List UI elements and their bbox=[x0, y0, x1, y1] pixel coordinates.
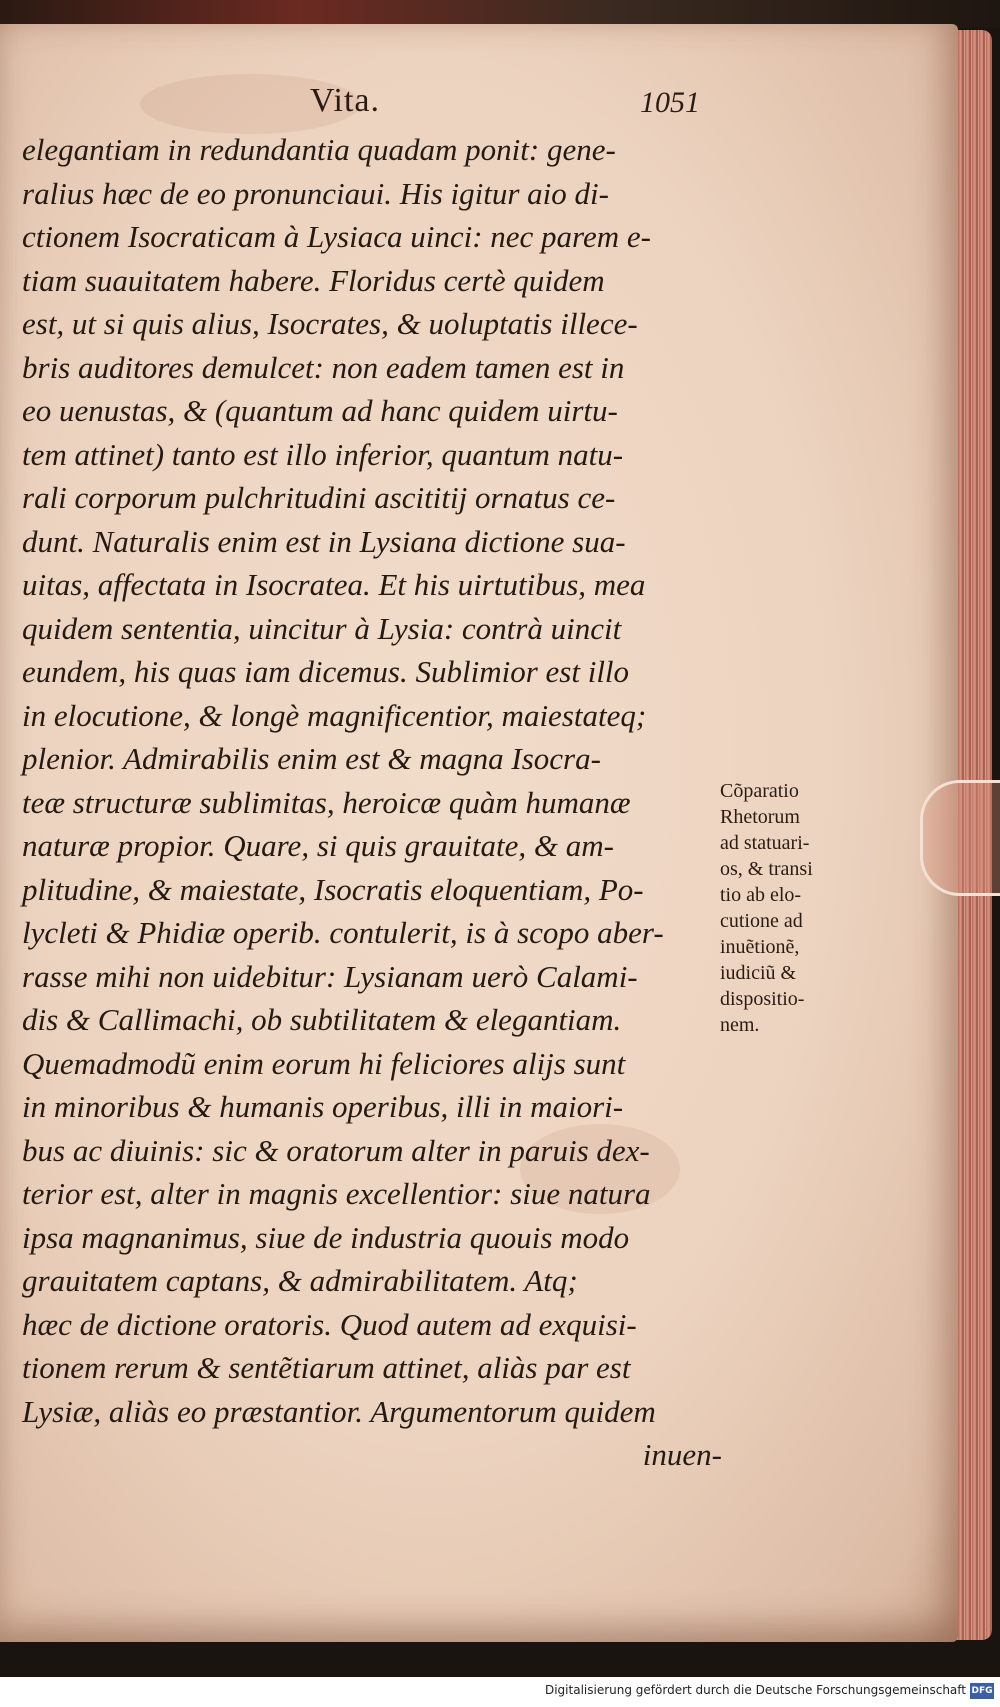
text-line: naturæ propior. Quare, si quis grauitate, & am- bbox=[22, 828, 614, 863]
text-line: in minoribus & humanis operibus, illi in maiori- bbox=[22, 1089, 624, 1124]
margin-note-line: iudiciũ & bbox=[720, 962, 797, 984]
text-line: dis & Callimachi, ob subtilitatem & elegantiam. bbox=[22, 1002, 622, 1037]
text-line: terior est, alter in magnis excellentior: siue natura bbox=[22, 1176, 651, 1211]
text-line: eo uenustas, & (quantum ad hanc quidem uirtu- bbox=[22, 393, 618, 428]
margin-note-line: os, & transi bbox=[720, 858, 813, 880]
margin-note-line: inuẽtionẽ, bbox=[720, 936, 800, 958]
text-line: tionem rerum & sentẽtiarum attinet, aliàs par est bbox=[22, 1350, 631, 1385]
text-line: dunt. Naturalis enim est in Lysiana dictione sua- bbox=[22, 523, 626, 559]
text-line: uitas, affectata in Isocratea. Et his uirtutibus, mea bbox=[22, 567, 646, 602]
text-line: Quemadmodũ enim eorum hi feliciores alijs sunt bbox=[22, 1045, 626, 1081]
text-line: est, ut si quis alius, Isocrates, & uoluptatis illece- bbox=[22, 306, 638, 341]
text-line: elegantiam in redundantia quadam ponit: gene- bbox=[22, 132, 616, 167]
catchword: inuen- bbox=[642, 1437, 722, 1472]
page-number: 1051 bbox=[640, 86, 700, 119]
text-line: tem attinet) tanto est illo inferior, quantum natu- bbox=[22, 436, 624, 472]
margin-note-line: Rhetorum bbox=[720, 806, 800, 828]
running-head: Vita. bbox=[310, 82, 380, 119]
text-line: Lysiæ, aliàs eo præstantior. Argumentorum quidem bbox=[22, 1393, 656, 1429]
bookmark-tab bbox=[920, 780, 1000, 896]
text-line: teæ structuræ sublimitas, heroicæ quàm humanæ bbox=[22, 784, 631, 820]
margin-note-line: nem. bbox=[720, 1014, 760, 1036]
text-line: bus ac diuinis: sic & oratorum alter in paruis dex- bbox=[22, 1132, 650, 1168]
text-line: plenior. Admirabilis enim est & magna Isocra- bbox=[22, 741, 601, 776]
margin-note-line: tio ab elo- bbox=[720, 884, 802, 906]
dfg-logo-icon: DFG bbox=[970, 1683, 994, 1699]
text-line: rali corporum pulchritudini ascititij ornatus ce- bbox=[22, 480, 616, 515]
text-line: plitudine, & maiestate, Isocratis eloquentiam, Po- bbox=[22, 871, 644, 907]
margin-note-line: ad statuari- bbox=[720, 832, 810, 854]
text-line: lycleti & Phidiæ operib. contulerit, is à scopo aber- bbox=[22, 915, 664, 950]
text-line: ctionem Isocraticam à Lysiaca uinci: nec parem e- bbox=[22, 219, 651, 254]
margin-note-line: Cõparatio bbox=[720, 780, 799, 802]
margin-note bbox=[720, 778, 870, 1038]
text-line: rasse mihi non uidebitur: Lysianam uerò Calami- bbox=[22, 958, 638, 994]
text-line: hæc de dictione oratoris. Quod autem ad exquisi- bbox=[22, 1306, 637, 1342]
text-line: tiam suauitatem habere. Floridus certè quidem bbox=[22, 262, 605, 298]
text-line: in elocutione, & longè magnificentior, maiestateq; bbox=[22, 697, 647, 733]
text-line: ipsa magnanimus, siue de industria quouis modo bbox=[22, 1219, 630, 1255]
text-line: eundem, his quas iam dicemus. Sublimior est illo bbox=[22, 654, 630, 689]
text-line: quidem sententia, uincitur à Lysia: contrà uincit bbox=[22, 610, 622, 646]
body-text bbox=[22, 128, 722, 1477]
margin-note-line: dispositio- bbox=[720, 988, 805, 1010]
footer-bar bbox=[0, 1677, 1000, 1707]
text-line: grauitatem captans, & admirabilitatem. Atq; bbox=[22, 1263, 578, 1298]
margin-note-line: cutione ad bbox=[720, 910, 803, 932]
text-line: ralius hæc de eo pronunciaui. His igitur aio di- bbox=[22, 175, 609, 211]
text-line: bris auditores demulcet: non eadem tamen est in bbox=[22, 349, 625, 385]
footer-credit: Digitalisierung gefördert durch die Deutsche Forschungsgemeinschaft bbox=[544, 1683, 966, 1697]
